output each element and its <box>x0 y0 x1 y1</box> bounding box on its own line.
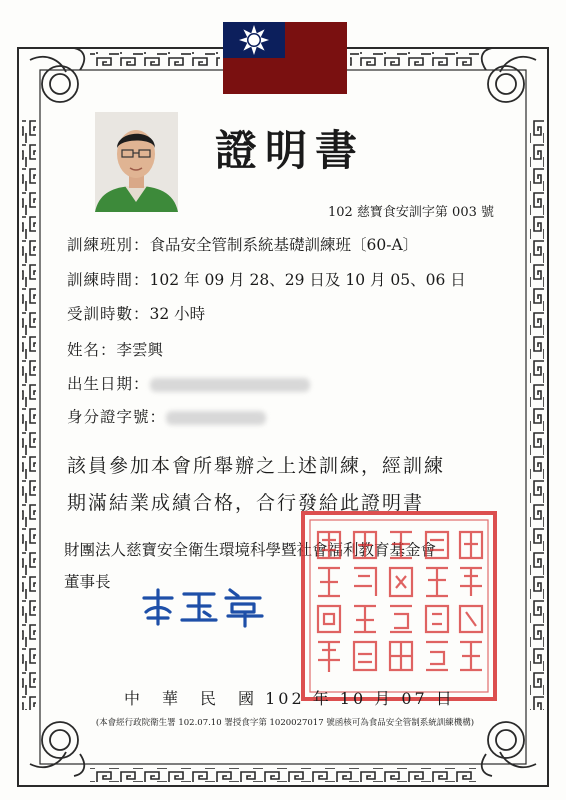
official-seal <box>300 510 498 702</box>
field-id-number-label: 身分證字號： <box>67 408 167 426</box>
field-course <box>67 233 418 255</box>
body-text-line-1: 該員參加本會所舉辦之上述訓練，經訓練 <box>67 455 446 477</box>
field-birth-date-label: 出生日期： <box>67 375 150 393</box>
field-hours-value: 32 小時 <box>149 305 206 323</box>
national-flag <box>223 22 347 94</box>
field-training-time <box>67 268 466 290</box>
field-hours-label: 受訓時數： <box>67 305 150 323</box>
redacted-birth-date <box>150 378 310 392</box>
field-birth-date <box>67 372 310 394</box>
field-training-time-label: 訓練時間： <box>67 271 150 289</box>
field-course-value: 食品安全管制系統基礎訓練班〔60-A〕 <box>149 236 419 254</box>
field-name-value: 李雲興 <box>116 341 164 359</box>
issuing-organization: 財團法人慈寶安全衛生環境科學暨社會福利教育基金會 <box>64 541 437 559</box>
issue-date: 中 華 民 國 102 年 10 月 07 日 <box>124 689 455 708</box>
body-text-line-2: 期滿結業成績合格，合行發給此證明書 <box>67 492 425 514</box>
field-hours <box>67 302 205 324</box>
chairman-signature <box>138 586 268 628</box>
field-training-time-value: 102 年 09 月 28、29 日及 10 月 05、06 日 <box>149 271 466 289</box>
footer-note: (本會經行政院衛生署 102.07.10 署授食字第 1020027017 號函核可為食品安全管制系統訓練機構) <box>95 718 475 728</box>
certificate-title: 證明書 <box>214 126 365 175</box>
field-name-label: 姓名： <box>67 341 117 359</box>
redacted-id-number <box>166 411 266 425</box>
chairman-label: 董事長 <box>64 573 111 591</box>
certificate-number: 102 慈寶食安訓字第 003 號 <box>327 205 494 220</box>
field-course-label: 訓練班別： <box>67 236 150 254</box>
field-name <box>67 338 163 360</box>
portrait-photo <box>95 112 178 212</box>
field-id-number <box>67 405 266 427</box>
